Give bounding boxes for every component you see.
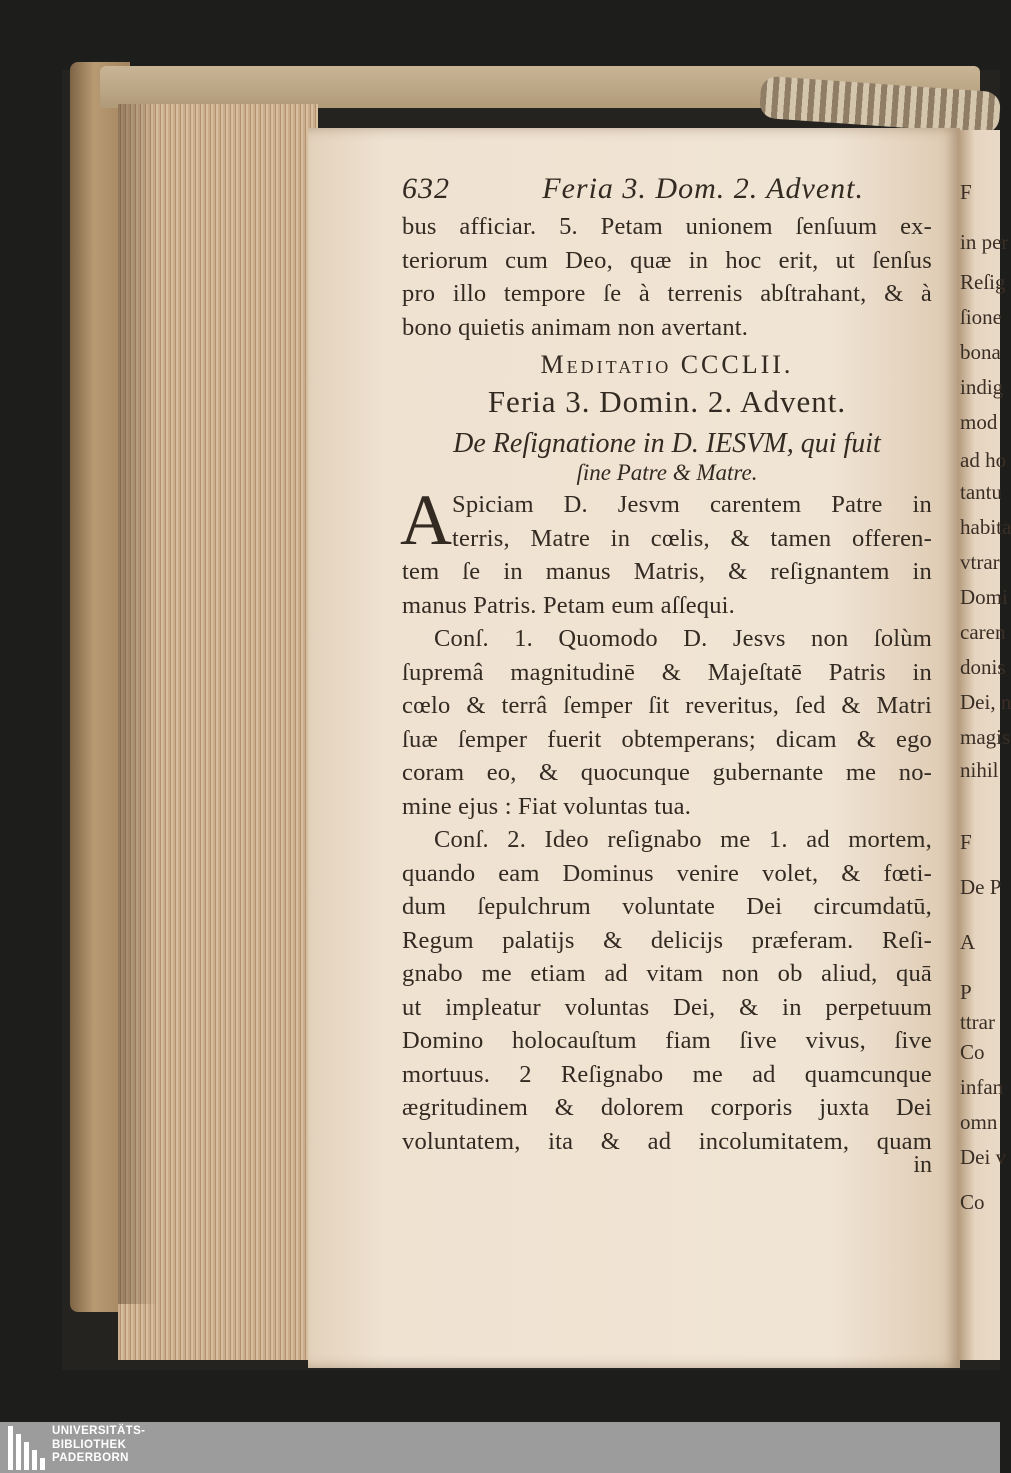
text-line: ægritudinem & dolorem corporis juxta Dei [402, 1094, 932, 1121]
next-page-text-fragment: omn [960, 1110, 998, 1134]
next-page-fragment [958, 130, 1011, 1360]
next-page-text-fragment: caren [960, 620, 1006, 644]
next-page-text-fragment: F [960, 830, 972, 854]
consideration-1 [402, 622, 942, 823]
next-page-text-fragment: P [960, 980, 972, 1004]
next-page-text-fragment: indig [960, 375, 1004, 399]
meditation-heading: Meditatio CCCLII. [540, 350, 794, 379]
text-line: cœlo & terrâ ſemper ſit reveritus, ſed & Matri [402, 692, 932, 719]
text-line: manus Patris. Petam eum aſſequi. [402, 591, 736, 619]
text-line: bus afficiar. 5. Petam unionem ſenſuum ex- [402, 213, 932, 240]
text-line: Spiciam D. Jesvm carentem Patre in [452, 491, 932, 518]
running-title: Feria 3. Dom. 2. Advent. [542, 172, 864, 205]
text-line: ut impleatur voluntas Dei, & in perpetuum [402, 993, 932, 1021]
next-page-text-fragment: in per [960, 230, 1009, 254]
text-line: bono quietis animam non avertant. [402, 313, 749, 341]
next-page-text-fragment: F [960, 180, 972, 204]
text-line: tem ſe in manus Matris, & reſignantem in [402, 558, 932, 585]
next-page-text-fragment: Reſig [960, 270, 1006, 294]
text-line: Conſ. 2. Ideo reſignabo me 1. ad mortem, [434, 826, 932, 853]
page-number: 632 [402, 172, 450, 205]
next-page-text-fragment: Dei, n [960, 690, 1011, 714]
text-line: dum ſepulchrum voluntate Dei circumdatū, [402, 893, 932, 920]
next-page-text-fragment: donis [960, 655, 1006, 679]
feria-heading: Feria 3. Domin. 2. Advent. [487, 384, 847, 419]
text-line: ſupremâ magnitudinē & Majeſtatē Patris in [402, 658, 932, 686]
library-name-line: BIBLIOTHEK [52, 1438, 127, 1451]
text-line: mine ejus : Fiat voluntas tua. [402, 792, 692, 820]
next-page-text-fragment: Co [960, 1190, 985, 1214]
meditation-subtitle: De Reſignatione in D. IESVM, qui fuit [453, 428, 881, 459]
next-page-text-fragment: mod [960, 410, 998, 434]
page-edges-shadow [118, 104, 158, 1304]
text-line: quando eam Dominus venire volet, & fœti- [402, 859, 932, 887]
text-line: coram eo, & quocunque gubernante me no- [402, 759, 932, 786]
text-line: mortuus. 2 Reſignabo me ad quamcunque [402, 1060, 932, 1088]
text-line: teriorum cum Deo, quæ in hoc erit, ut ſenſus [402, 246, 932, 274]
text-line: Regum palatijs & delicijs præferam. Reſi- [402, 926, 932, 954]
text-line: Domino holocauſtum fiam ſive vivus, ſive [402, 1027, 932, 1054]
opening-paragraph [400, 480, 942, 622]
text-line: terris, Matre in cœlis, & tamen offeren- [452, 524, 932, 552]
text-line: Conſ. 1. Quomodo D. Jesvs non ſolùm [434, 625, 932, 652]
library-footer-bar [0, 1422, 1000, 1473]
text-line: pro illo tempore ſe à terrenis abſtrahant, & à [402, 280, 932, 307]
text-line: gnabo me etiam ad vitam non ob aliud, quā [402, 960, 932, 987]
library-name [52, 1425, 145, 1466]
library-name-line: UNIVERSITÄTS- [52, 1425, 146, 1437]
next-page-text-fragment: habita [960, 515, 1011, 539]
consideration-2 [402, 823, 942, 1158]
next-page-text-fragment: bona [960, 340, 1001, 364]
catchword: in [913, 1152, 932, 1178]
next-page-text-fragment: ttrar [960, 1010, 995, 1034]
next-page-text-fragment: Dei v [960, 1145, 1007, 1169]
meditation-subtitle-continued: ſine Patre & Matre. [576, 460, 758, 485]
text-line: voluntatem, ita & ad incolumitatem, quam [402, 1127, 932, 1155]
next-page-text-fragment: vtrar [960, 550, 1000, 574]
next-page-text-fragment: ad ho [960, 448, 1007, 472]
library-name-line: PADERBORN [52, 1452, 129, 1464]
next-page-text-fragment: De P [960, 875, 1002, 899]
library-logo-icon [6, 1426, 46, 1470]
next-page-text-fragment: magis [960, 725, 1011, 749]
next-page-text-fragment: ſione [960, 305, 1002, 329]
page-text [402, 172, 942, 1179]
next-page-text-fragment: nihil [960, 758, 999, 782]
next-page-text-fragment: Domi [960, 585, 1008, 609]
next-page-text-fragment: tantu [960, 480, 1002, 504]
next-page-text-fragment: Co [960, 1040, 985, 1064]
drop-cap: A [400, 480, 452, 560]
text-line: ſuæ ſemper fuerit obtemperans; dicam & ego [402, 725, 932, 753]
top-lines [402, 210, 942, 344]
next-page-text-fragment: infan [960, 1075, 1004, 1099]
next-page-text-fragment: A [960, 930, 976, 954]
running-header [402, 172, 864, 206]
